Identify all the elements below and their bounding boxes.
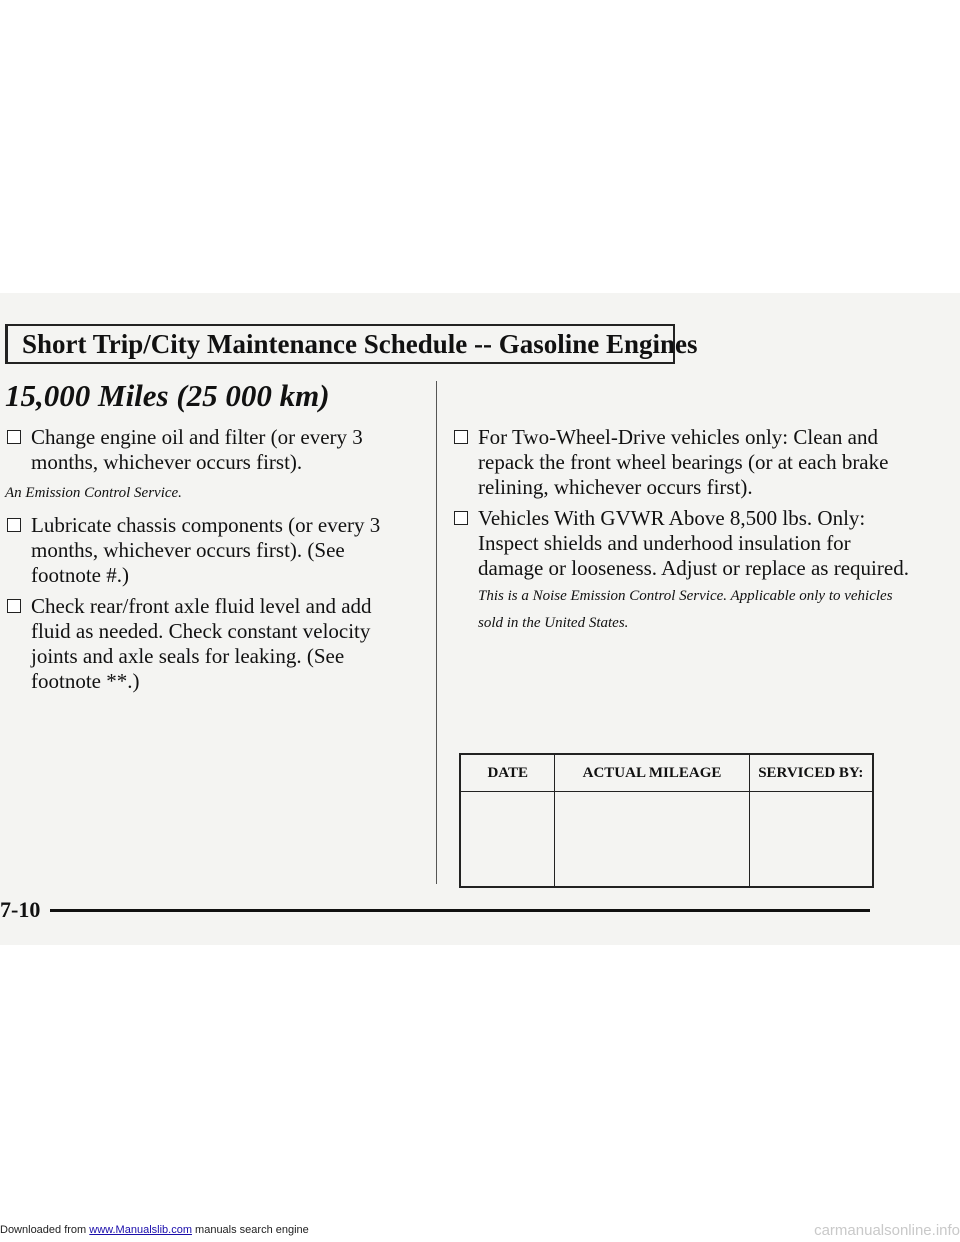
left-column [5, 425, 405, 700]
item-text: Lubricate chassis components (or every 3 months, whichever occurs first). (See footnote #.) [31, 513, 381, 587]
column-divider [436, 381, 437, 884]
manualslib-link[interactable]: www.Manualslib.com [89, 1224, 192, 1236]
checklist-item [452, 425, 912, 500]
right-column [452, 425, 912, 641]
checkbox-icon[interactable] [7, 430, 21, 444]
service-record-table [459, 753, 874, 888]
item-note: This is a Noise Emission Control Service. Applicable only to vehicles sold in the United States. [478, 588, 893, 631]
checkbox-icon[interactable] [454, 511, 468, 525]
checklist-item [452, 506, 912, 635]
mileage-header: ACTUAL MILEAGE [555, 754, 749, 792]
checkbox-icon[interactable] [7, 599, 21, 613]
item-text: Check rear/front axle fluid level and add fluid as needed. Check constant velocity joints and axle seals for leaking. (See footnote **.) [31, 594, 372, 693]
item-note: An Emission Control Service. [5, 485, 182, 501]
page-number: 7-10 [0, 897, 41, 922]
section-title: Short Trip/City Maintenance Schedule -- Gasoline Engines [5, 324, 675, 364]
item-text: Change engine oil and filter (or every 3 months, whichever occurs first). [31, 425, 363, 474]
item-text: For Two-Wheel-Drive vehicles only: Clean and repack the front wheel bearings (or at each brake relining, whichever occurs first). [478, 425, 889, 499]
checkbox-icon[interactable] [7, 518, 21, 532]
footer-rule [50, 909, 870, 912]
checklist-item [5, 594, 405, 694]
mileage-cell[interactable] [555, 792, 749, 888]
manual-page [0, 293, 960, 945]
watermark: carmanualsonline.info [814, 1222, 960, 1239]
footer-prefix: Downloaded from [0, 1224, 90, 1236]
serviced-by-cell[interactable] [749, 792, 873, 888]
checklist-item [5, 425, 405, 475]
checklist-item [5, 513, 405, 588]
footer-suffix: manuals search engine [191, 1224, 309, 1236]
date-cell[interactable] [460, 792, 555, 888]
date-header: DATE [460, 754, 555, 792]
checkbox-icon[interactable] [454, 430, 468, 444]
milestone-heading: 15,000 Miles (25 000 km) [5, 378, 330, 413]
download-footer [0, 1222, 960, 1242]
item-text: Vehicles With GVWR Above 8,500 lbs. Only: Inspect shields and underhood insulation for damage or looseness. Adjust or replace as required. [478, 506, 909, 580]
footer-text [0, 1224, 309, 1236]
serviced-by-header: SERVICED BY: [749, 754, 873, 792]
